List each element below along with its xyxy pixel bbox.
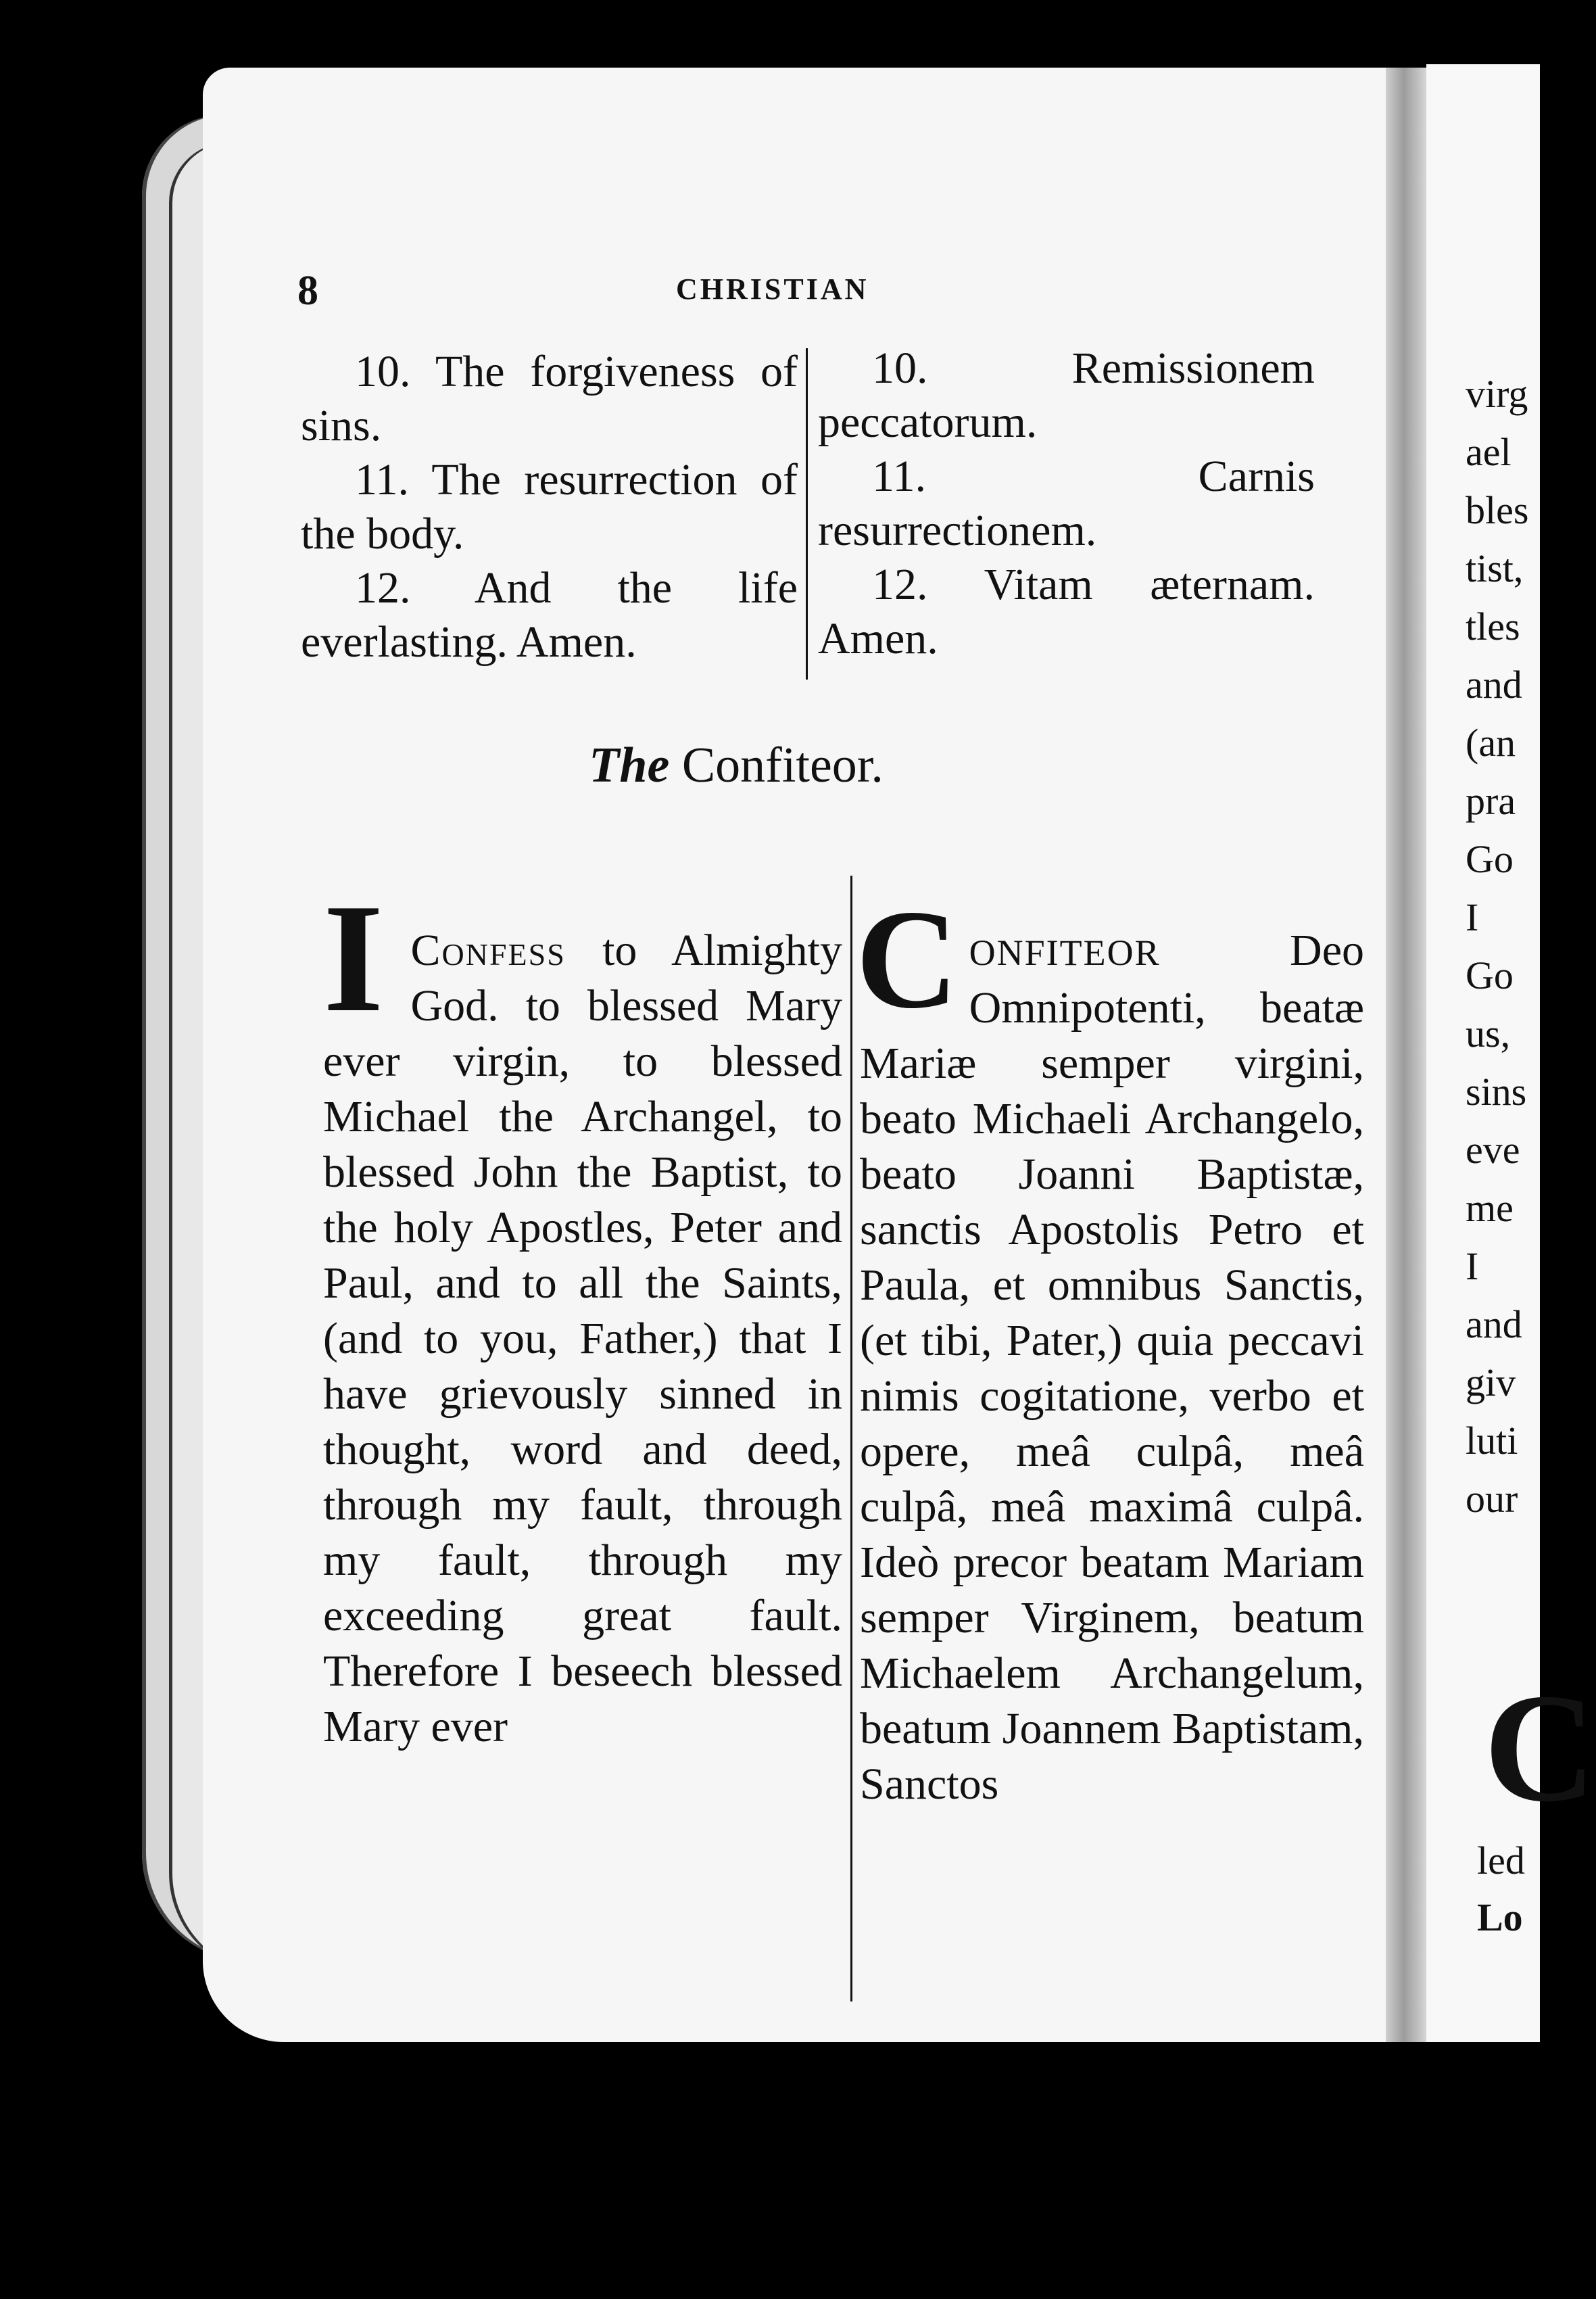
dropcap: C — [856, 881, 959, 1038]
facing-line: Lo — [1477, 1895, 1523, 1939]
section-title-text: Confiteor. — [681, 738, 884, 793]
confiteor-english-column — [323, 872, 842, 1755]
facing-line: sins — [1466, 1070, 1527, 1114]
facing-line: ael — [1466, 430, 1512, 474]
facing-line: tist, — [1466, 546, 1524, 590]
confiteor-latin-text: Deo Omnipotenti, beatæ Mariæ semper virgini, beato Michaeli Archangelo, beato Joanni Baptistæ, sanctis Apostolis Petro et Paula, et omnibus Sanctis, (et tibi, Pater,) quia peccavi nimis cogitatione, verbo et opere, meâ culpâ, meâ culpâ, meâ maximâ culpâ. Ideò precor beatam Mariam semper Virginem, beatum Michaelem Archangelum, beatum Joannem Baptistam, Sanctos — [860, 926, 1365, 1809]
column-rule — [806, 348, 808, 680]
facing-line: me — [1466, 1186, 1514, 1230]
facing-line: and — [1466, 1302, 1522, 1346]
facing-line: tles — [1466, 605, 1520, 648]
facing-line: (an — [1466, 721, 1516, 765]
facing-line: eve — [1466, 1128, 1520, 1172]
creed-article: 12. And the life everlasting. Amen. — [301, 563, 798, 667]
creed-english-column — [301, 345, 798, 669]
creed-article: 12. Vitam æternam. Amen. — [818, 560, 1315, 663]
running-head: CHRISTIAN — [676, 272, 869, 306]
facing-dropcap: C — [1484, 1661, 1596, 1834]
creed-article: 10. The forgiveness of sins. — [301, 347, 798, 450]
facing-line: our — [1466, 1477, 1518, 1521]
creed-article: 11. The resurrection of the body. — [301, 455, 798, 559]
page-number: 8 — [297, 268, 318, 314]
facing-line: giv — [1466, 1360, 1516, 1404]
creed-latin-column — [818, 341, 1315, 666]
creed-article: 10. Remissionem peccatorum. — [818, 343, 1315, 447]
facing-line: luti — [1466, 1419, 1518, 1463]
facing-line: Go — [1466, 837, 1514, 881]
facing-line: us, — [1466, 1012, 1511, 1056]
lead-word: ONFITEOR — [969, 932, 1161, 973]
dropcap: I — [323, 872, 384, 1044]
facing-line: bles — [1466, 488, 1529, 532]
facing-line: pra — [1466, 779, 1516, 823]
lead-word: Confess — [410, 926, 566, 975]
section-title-italic: The — [589, 738, 670, 793]
facing-line: virg — [1466, 372, 1528, 416]
facing-line: and — [1466, 663, 1522, 707]
facing-line: Go — [1466, 953, 1514, 997]
facing-line: I — [1466, 1244, 1479, 1288]
confiteor-latin-column — [844, 881, 1365, 1812]
facing-tail — [1477, 1832, 1540, 1946]
section-title — [0, 737, 1540, 795]
book-gutter — [1386, 68, 1426, 2042]
facing-page-text — [1466, 365, 1540, 1528]
facing-line: led — [1477, 1839, 1525, 1882]
facing-line: I — [1466, 895, 1479, 939]
confiteor-english-text: to Almighty God. to blessed Mary ever virgin, to blessed Michael the Archangel, to blessed John the Baptist, to the holy Apostles, Peter and Paul, and to all the Saints, (and to you, Father,) that I have grievously sinned in thought, word and deed, through my fault, through my fault, through my exceeding great fault. Therefore I beseech blessed Mary ever — [323, 926, 842, 1751]
creed-article: 11. Carnis resurrectionem. — [818, 452, 1315, 555]
